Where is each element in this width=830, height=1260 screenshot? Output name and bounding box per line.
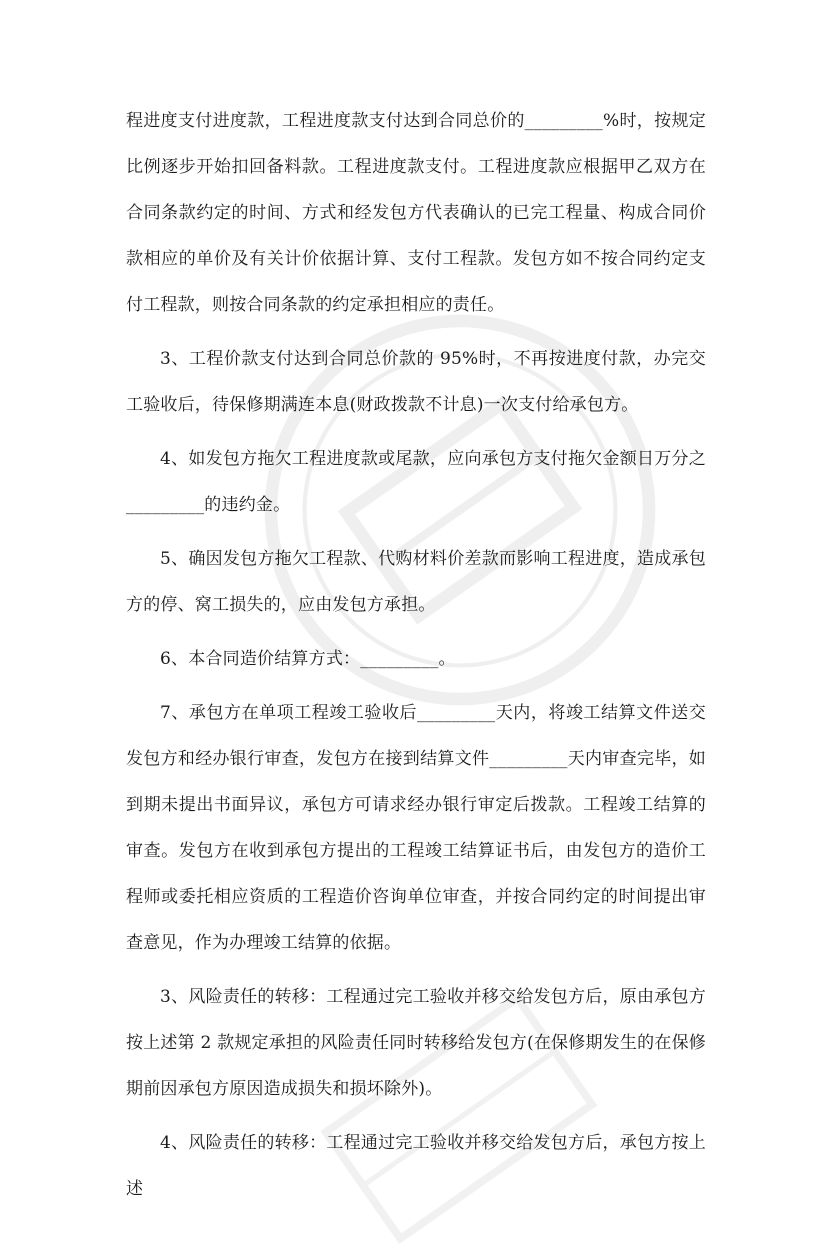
paragraph-progress-payment: 程进度支付进度款，工程进度款支付达到合同总价的_________%时，按规定比例逐步开始扣回备料款。工程进度款支付。工程进度款应根据甲乙双方在合同条款约定的时间、方式和经发包方代表确认的已完工程量、构成合同价款相应的单价及有关计价依据计算、支付工程款。发包方如不按合同约定支付工程款，则按合同条款的约定承担相应的责任。 — [126, 111, 706, 315]
paragraph-clause-5-losses: 5、确因发包方拖欠工程款、代购材料价差款而影响工程进度，造成承包方的停、窝工损失的，应由发包方承担。 — [126, 549, 706, 615]
paragraph-risk-transfer-4: 4、风险责任的转移：工程通过完工验收并移交给发包方后，承包方按上述 — [126, 1133, 706, 1199]
document-body — [126, 98, 706, 1220]
paragraph-clause-6-settlement-method: 6、本合同造价结算方式：_________。 — [160, 649, 456, 669]
paragraph-clause-7-final-account: 7、承包方在单项工程竣工验收后_________天内，将竣工结算文件送交发包方和经办银行审查，发包方在接到结算文件_________天内审查完毕，如到期未提出书面异议，承包方可请求经办银行审定后拨款。工程竣工结算的审查。发包方在收到承包方提出的工程竣工结算证书后，由发包方的造价工程师或委托相应资质的工程造价咨询单位审查，并按合同约定的时间提出审查意见，作为办理竣工结算的依据。 — [126, 703, 706, 953]
paragraph-risk-transfer-3: 3、风险责任的转移：工程通过完工验收并移交给发包方后，原由承包方按上述第 2 款规定承担的风险责任同时转移给发包方(在保修期发生的在保修期前因承包方原因造成损失和损坏除外)。 — [126, 987, 706, 1099]
paragraph-clause-3-final-payment: 3、工程价款支付达到合同总价款的 95%时，不再按进度付款，办完交工验收后，待保修期满连本息(财政拨款不计息)一次支付给承包方。 — [126, 349, 706, 415]
paragraph-clause-4-penalty: 4、如发包方拖欠工程进度款或尾款，应向承包方支付拖欠金额日万分之_________的违约金。 — [126, 449, 706, 515]
